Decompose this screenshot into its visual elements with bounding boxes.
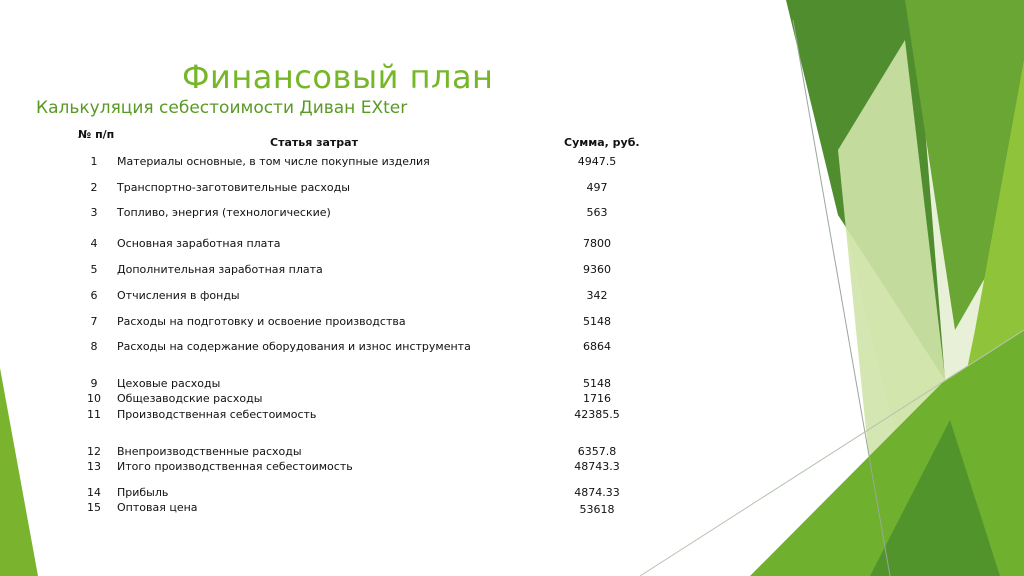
row-item: Основная заработная плата	[117, 237, 281, 250]
header-amount: Сумма, руб.	[564, 136, 640, 149]
row-item: Оптовая цена	[117, 501, 198, 514]
row-num: 15	[87, 501, 101, 514]
row-num: 4	[90, 237, 98, 250]
row-num: 10	[87, 392, 101, 405]
row-num: 5	[90, 263, 98, 276]
row-amount: 4874.33	[574, 486, 620, 499]
row-num: 13	[87, 460, 101, 473]
slide-subtitle: Калькуляция себестоимости Диван EXter	[36, 98, 408, 118]
slide-title: Финансовый план	[182, 58, 494, 96]
row-item: Производственная себестоимость	[117, 408, 317, 421]
row-item: Расходы на содержание оборудования и износ инструмента	[117, 340, 471, 353]
header-item: Статья затрат	[270, 136, 358, 149]
row-amount: 6357.8	[577, 445, 617, 458]
row-num: 1	[90, 155, 98, 168]
row-num: 11	[87, 408, 101, 421]
row-amount: 7800	[583, 237, 611, 250]
row-amount: 9360	[583, 263, 611, 276]
row-num: 7	[90, 315, 98, 328]
row-amount: 342	[586, 289, 608, 302]
row-num: 3	[90, 206, 98, 219]
row-amount: 1716	[583, 392, 611, 405]
row-amount: 42385.5	[574, 408, 620, 421]
row-amount: 4947.5	[577, 155, 617, 168]
row-amount: 497	[586, 181, 608, 194]
left-green-triangle	[0, 368, 38, 576]
row-item: Расходы на подготовку и освоение производства	[117, 315, 406, 328]
row-amount: 48743.3	[574, 460, 620, 473]
row-num: 2	[90, 181, 98, 194]
row-item: Внепроизводственные расходы	[117, 445, 302, 458]
row-num: 14	[87, 486, 101, 499]
row-item: Итого производственная себестоимость	[117, 460, 353, 473]
row-amount: 5148	[583, 315, 611, 328]
header-num: № п/п	[78, 128, 115, 141]
row-num: 12	[87, 445, 101, 458]
row-item: Транспортно-заготовительные расходы	[117, 181, 350, 194]
row-num: 9	[90, 377, 98, 390]
row-item: Топливо, энергия (технологические)	[117, 206, 331, 219]
row-item: Дополнительная заработная плата	[117, 263, 323, 276]
row-item: Цеховые расходы	[117, 377, 221, 390]
row-amount: 53618	[579, 503, 615, 516]
row-amount: 563	[586, 206, 608, 219]
row-amount: 5148	[583, 377, 611, 390]
row-item: Общезаводские расходы	[117, 392, 263, 405]
row-item: Отчисления в фонды	[117, 289, 240, 302]
row-amount: 6864	[583, 340, 611, 353]
row-num: 6	[90, 289, 98, 302]
row-item: Прибыль	[117, 486, 169, 499]
row-item: Материалы основные, в том числе покупные изделия	[117, 155, 430, 168]
row-num: 8	[90, 340, 98, 353]
